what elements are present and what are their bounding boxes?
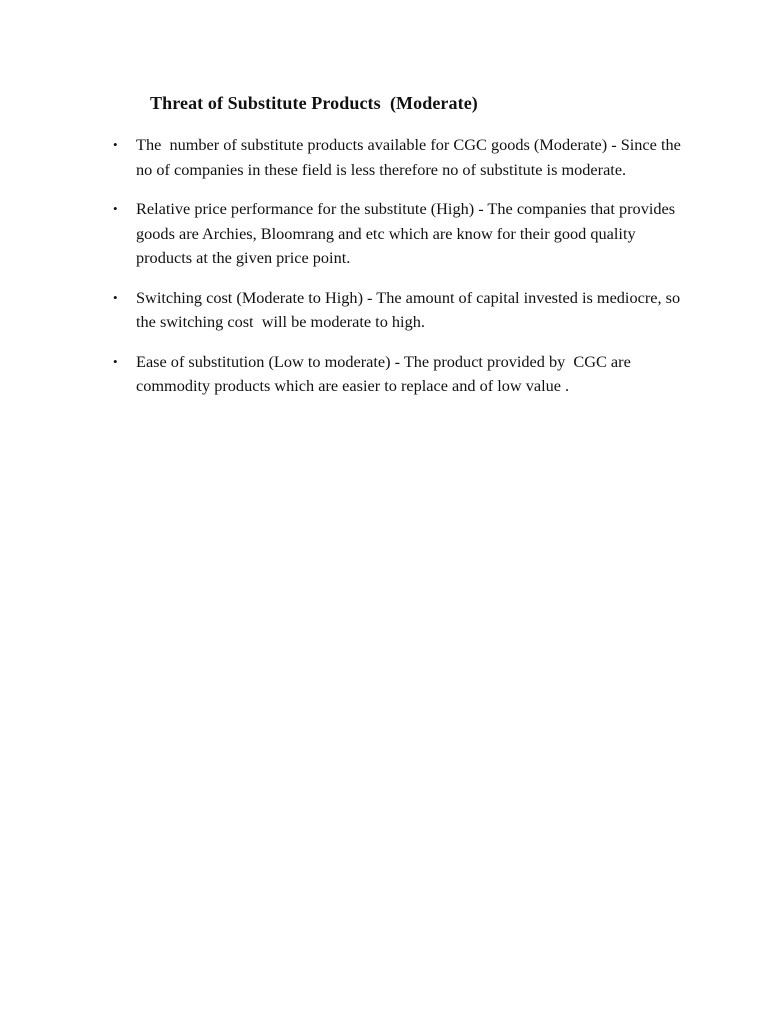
- bullet-icon: •: [113, 289, 118, 305]
- bullet-icon: •: [113, 137, 118, 152]
- list-item-text: The number of substitute products available for CGC goods (Moderate) - Since the no of companies in these field is less therefore no of substitute is moderate.: [136, 135, 685, 179]
- list-item-text: Ease of substitution (Low to moderate) - The product provided by CGC are commodity products which are easier to replace and of low value .: [136, 351, 635, 395]
- bullet-icon: •: [113, 201, 118, 216]
- list-item-text: Relative price performance for the substitute (High) - The companies that provides goods are Archies, Bloomrang and etc which are know for their good quality products at the given price point.: [136, 199, 680, 267]
- bullet-list: [0, 133, 768, 414]
- list-item: [0, 197, 768, 271]
- list-item-text: Switching cost (Moderate to High) - The amount of capital invested is mediocre, so the switching cost will be moderate to high.: [136, 287, 685, 331]
- list-item: [0, 350, 768, 399]
- list-item: [0, 286, 768, 335]
- document-title: Threat of Substitute Products (Moderate): [150, 93, 478, 113]
- bullet-icon: •: [113, 353, 118, 369]
- list-item: [0, 133, 768, 182]
